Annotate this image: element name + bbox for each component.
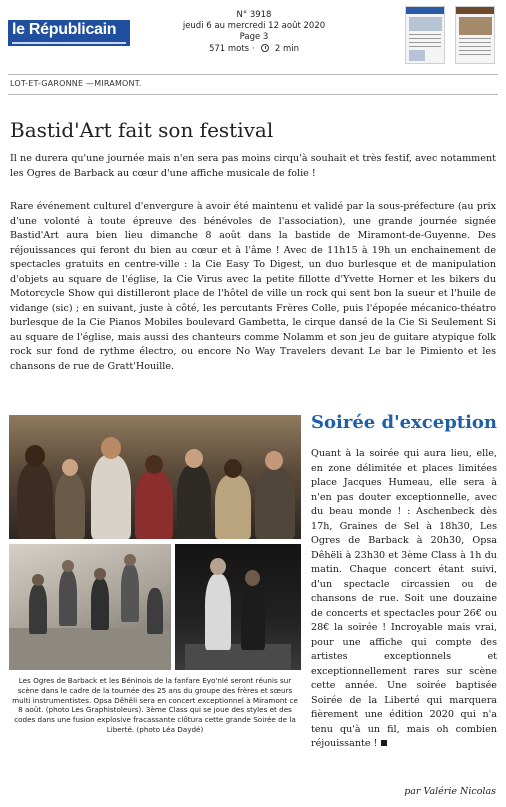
article-lead: Il ne durera qu'une journée mais n'en sera pas moins cirqu'à souhait et très festif, avec notamment les Ogres de Barback au cœur d'une affiche musicale de folie ! [10,153,496,179]
word-count: 571 mots [208,44,250,54]
photo-caption: Les Ogres de Barback et les Béninois de la fanfare Eyo'nlé seront réunis sur scène dans le cadre de la tournée des 25 ans du groupe des frères et sœurs multi instrumentistes. Opsa Dêhëli sera en concert exceptionnel à Miramont ce 8 août. (photo Les Graphistoleurs). 3ème Class qui se joue des styles et des codes dans une fusion explosive fracassante clôtura cette grande Soirée de la Liberté. (photo Léa Daydé) [12,676,298,734]
issue-meta [176,10,332,55]
rubric-rule-top [8,74,498,75]
page-number: Page 3 [239,32,269,42]
reading-time: 2 min [274,44,300,54]
photo-3eme-class [175,544,301,670]
issue-number: N° 3918 [236,10,272,20]
page-thumbnail-1[interactable] [405,6,445,64]
end-of-article-mark [381,740,387,746]
clock-icon [261,44,269,52]
byline: par Valérie Nicolas [404,786,496,797]
photo-collage [9,415,301,670]
page-header [0,0,506,66]
rubric-rule-bottom [8,94,498,95]
page-thumbnail-2[interactable] [455,6,495,64]
section-subheading: Soirée d'exception [311,412,498,433]
newspaper-logo [8,20,130,46]
article-body-evening-text: Quant à la soirée qui aura lieu, elle, en zone délimitée et places limitées place Jacques Humeau, elle sera à n'en pas douter exceptionnelle, avec du beau monde ! : Aschenbeck dès 17h, Graines de Sel à 18h30, Les Ogres de Barback à 20h30, Opsa Dêhëli à 23h30 et 3ème Class à 1h du matin. Chaque concert étant suivi, d'un spectacle circassien ou de chansons de rue. Soit une douzaine de concerts et spectacles pour 26€ ou 28€ la soirée ! Incroyable mais vrai, pour une affiche qui compte des artistes exceptionnels et exceptionnellement rares sur scène cette année. Une soirée baptisée Soirée de la Liberté qui marquera fièrement une édition 2020 qui n'a tenu qu'à un fil, mais oh combien réjouissante ! [311,448,497,749]
article-body-evening [311,447,497,752]
article-body: Rare événement culturel d'envergure à avoir été maintenu et validé par la sous-préfecture (au prix d'une volonté à toute épreuve des bénévoles de l'association), une grande journée signée Bastid'Art aura bien lieu dimanche 8 août dans la bastide de Miramont-de-Guyenne. Des réjouissances qui feront du bien au cœur et à l'âme ! Avec de 11h15 à 19h un enchainement de spectacles gratuits en centre-ville : la Cie Easy To Digest, un duo burlesque et de manipulation d'objets au square de l'église, la Cie Virus avec la petite fillotte d'Yvette Horner et les bikers du Motorcycle Show qui distilleront place de l'hôtel de ville un rock qui sent bon la sueur et l'huile de vidange (sic) ; en suivant, juste à côté, les percutants Frères Colle, puis l'épopée mécanico-théatro burlesque de la Cie Pianos Mobiles boulevard Gambetta, le cirque dansé de la Cie Si Seulement Si au square de l'église, mais aussi des chanteurs comme Nolamm et son jeu de guitare atypique folk rock sur fond de rythme électro, ou encore No Way Travelers devant Le bar le Pimiento et les chansons de rue de Gratt'Houille. [10,201,496,372]
photo-ogres-de-barback [9,415,301,539]
rubric: LOT-ET-GARONNE —MIRAMONT. [10,79,142,88]
issue-date: jeudi 6 au mercredi 12 août 2020 [182,21,326,31]
article-title: Bastid'Art fait son festival [10,118,274,142]
logo-underline [12,42,126,44]
reading-info: 571 mots · 2 min [208,44,300,54]
photo-opsa-deheli [9,544,171,670]
logo-text: le Républicain [12,21,117,38]
